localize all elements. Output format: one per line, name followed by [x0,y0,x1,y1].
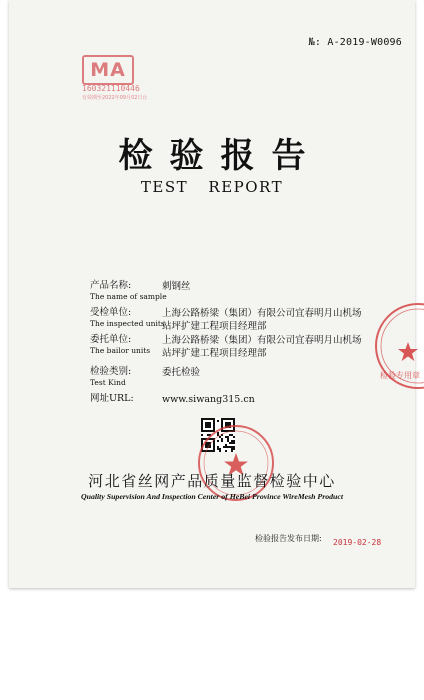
field-label-cn: 产品名称: [90,280,132,291]
cma-validity-note: 有效期至2022年09月02日止 [82,95,148,101]
field-value-line: www.siwang315.cn [162,394,255,405]
field-value [162,280,191,293]
issue-date-stamp: 2019-02-28 [333,538,382,547]
field-row [90,366,201,388]
title-chinese: 检验报告 [118,136,323,176]
field-value-line: 站坪扩建工程项目经理部 [162,321,267,332]
field-value [162,366,200,379]
issue-date-label: 检验报告发布日期: [255,534,322,543]
field-label-cn: 受检单位: [90,307,132,318]
field-value [162,334,362,360]
field-label-en: Test Kind [90,378,126,387]
qr-module [217,420,219,422]
cma-seal [82,55,146,105]
field-row [90,393,255,405]
side-seal-star-icon [398,342,418,361]
field-label-en: The inspected units [90,319,165,328]
field-label-cn: 网址URL: [90,393,134,404]
field-label-en: The bailor units [90,346,151,355]
field-value [162,307,362,333]
field-label-cn: 委托单位: [90,334,132,345]
report-number-label: №: [308,37,322,48]
field-value-line: 上海公路桥梁（集团）有限公司宜春明月山机场 [162,335,362,346]
inspection-seal-partial [372,300,424,392]
field-row [90,280,191,302]
field-label-en: The name of sample [90,292,167,301]
field-value-line: 站坪扩建工程项目经理部 [162,348,267,359]
cma-mark: MA [82,55,134,85]
field-value-line: 刺钢丝 [162,281,191,292]
title-english: TEST REPORT [140,178,284,196]
field-row [90,307,362,332]
field-label-cn: 检验类别: [90,366,132,377]
organization-name-english: Quality Supervision And Inspection Center of HeBei Province WireMesh Product [80,492,343,501]
cma-number: 160321110446 [82,84,140,93]
field-value-line: 上海公路桥梁（集团）有限公司宜春明月山机场 [162,308,362,319]
field-row [90,334,362,359]
report-number [309,37,402,48]
report-number-value: A-2019-W0096 [327,37,402,48]
official-round-seal [196,423,276,503]
organization-name-chinese: 河北省丝网产品质量监督检验中心 [88,472,336,490]
field-value-line: 委托检验 [162,367,201,378]
side-seal-text: 检验专用章 [380,371,420,380]
field-value [162,393,255,406]
